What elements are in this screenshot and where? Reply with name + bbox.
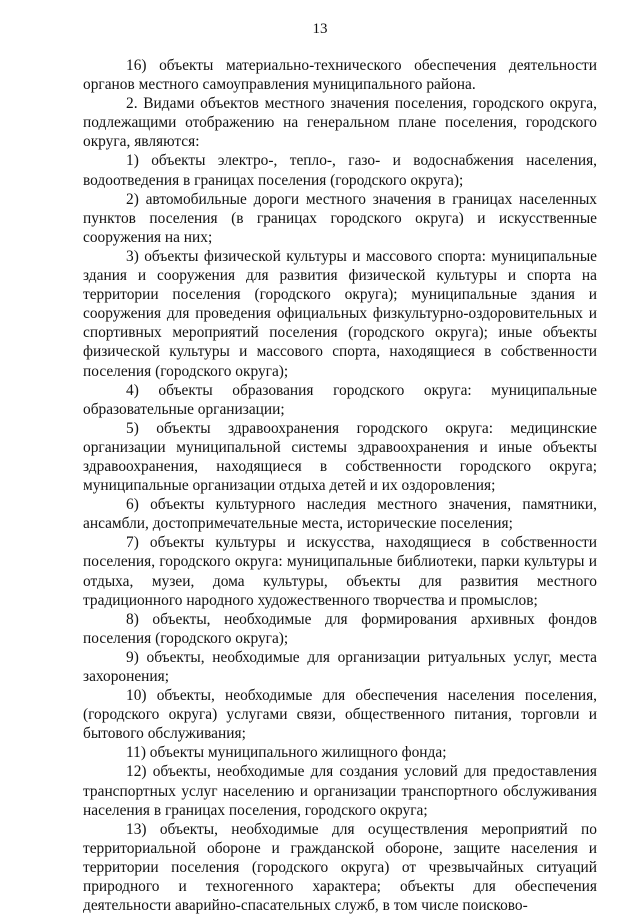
paragraph-item-12: 12) объекты, необходимые для создания условий для предоставления транспортных услуг населению и организации транспортного обслуживания населения в границах поселения, городского округа; bbox=[83, 763, 597, 819]
page-number: 13 bbox=[312, 21, 328, 37]
paragraph-item-11: 11) объекты муниципального жилищного фонда; bbox=[126, 744, 447, 762]
paragraph-section-2-intro: 2. Видами объектов местного значения поселения, городского округа, подлежащими отображению на генеральном плане поселения, городского округа, являются: bbox=[83, 95, 597, 151]
paragraph-item-5: 5) объекты здравоохранения городского округа: медицинские организации муниципальной системы здравоохранения и иные объекты здравоохранения, находящиеся в собственности городского округа; муниципальные организации отдыха детей и их оздоровления; bbox=[83, 419, 597, 495]
paragraph-item-4: 4) объекты образования городского округа: муниципальные образовательные организации; bbox=[83, 381, 597, 418]
paragraph-item-9: 9) объекты, необходимые для организации ритуальных услуг, места захоронения; bbox=[83, 648, 597, 685]
paragraph-item-8: 8) объекты, необходимые для формирования архивных фондов поселения (городского округа); bbox=[83, 610, 597, 647]
document-body bbox=[83, 56, 597, 915]
paragraph-item-13: 13) объекты, необходимые для осуществления мероприятий по территориальной обороне и гражданской обороне, защите населения и территории поселения (городского округа) от чрезвычайных ситуаций природного и техногенного характера; объекты для обеспечения деятельности аварийно-спасательных служб, в том числе поисково- bbox=[83, 820, 597, 915]
paragraph-item-1: 1) объекты электро-, тепло-, газо- и водоснабжения населения, водоотведения в границах поселения (городского округа); bbox=[83, 152, 597, 189]
paragraph-item-7: 7) объекты культуры и искусства, находящиеся в собственности поселения, городского округа: муниципальные библиотеки, парки культуры и отдыха, музеи, дома культуры, объекты для развития местного традиционного народного художественного творчества и промыслов; bbox=[83, 534, 597, 609]
paragraph-item-2: 2) автомобильные дороги местного значения в границах населенных пунктов поселения (в границах городского округа) и искусственные сооружения на них; bbox=[83, 190, 597, 246]
paragraph-item-3: 3) объекты физической культуры и массового спорта: муниципальные здания и сооружения для развития физической культуры и спорта на территории поселения (городского округа); муниципальные здания и сооружения для проведения официальных физкультурно-оздоровительных и спортивных мероприятий поселения (городского округа); иные объекты физической культуры и массового спорта, находящиеся в собственности поселения (городского округа); bbox=[83, 247, 597, 380]
paragraph-item-10: 10) объекты, необходимые для обеспечения населения поселения, (городского округа) услугами связи, общественного питания, торговли и бытового обслуживания; bbox=[83, 687, 597, 743]
paragraph-item-16: 16) объекты материально-технического обеспечения деятельности органов местного самоуправления муниципального района. bbox=[83, 57, 597, 94]
paragraph-item-6: 6) объекты культурного наследия местного значения, памятники, ансамбли, достопримечательные места, исторические поселения; bbox=[83, 496, 597, 533]
